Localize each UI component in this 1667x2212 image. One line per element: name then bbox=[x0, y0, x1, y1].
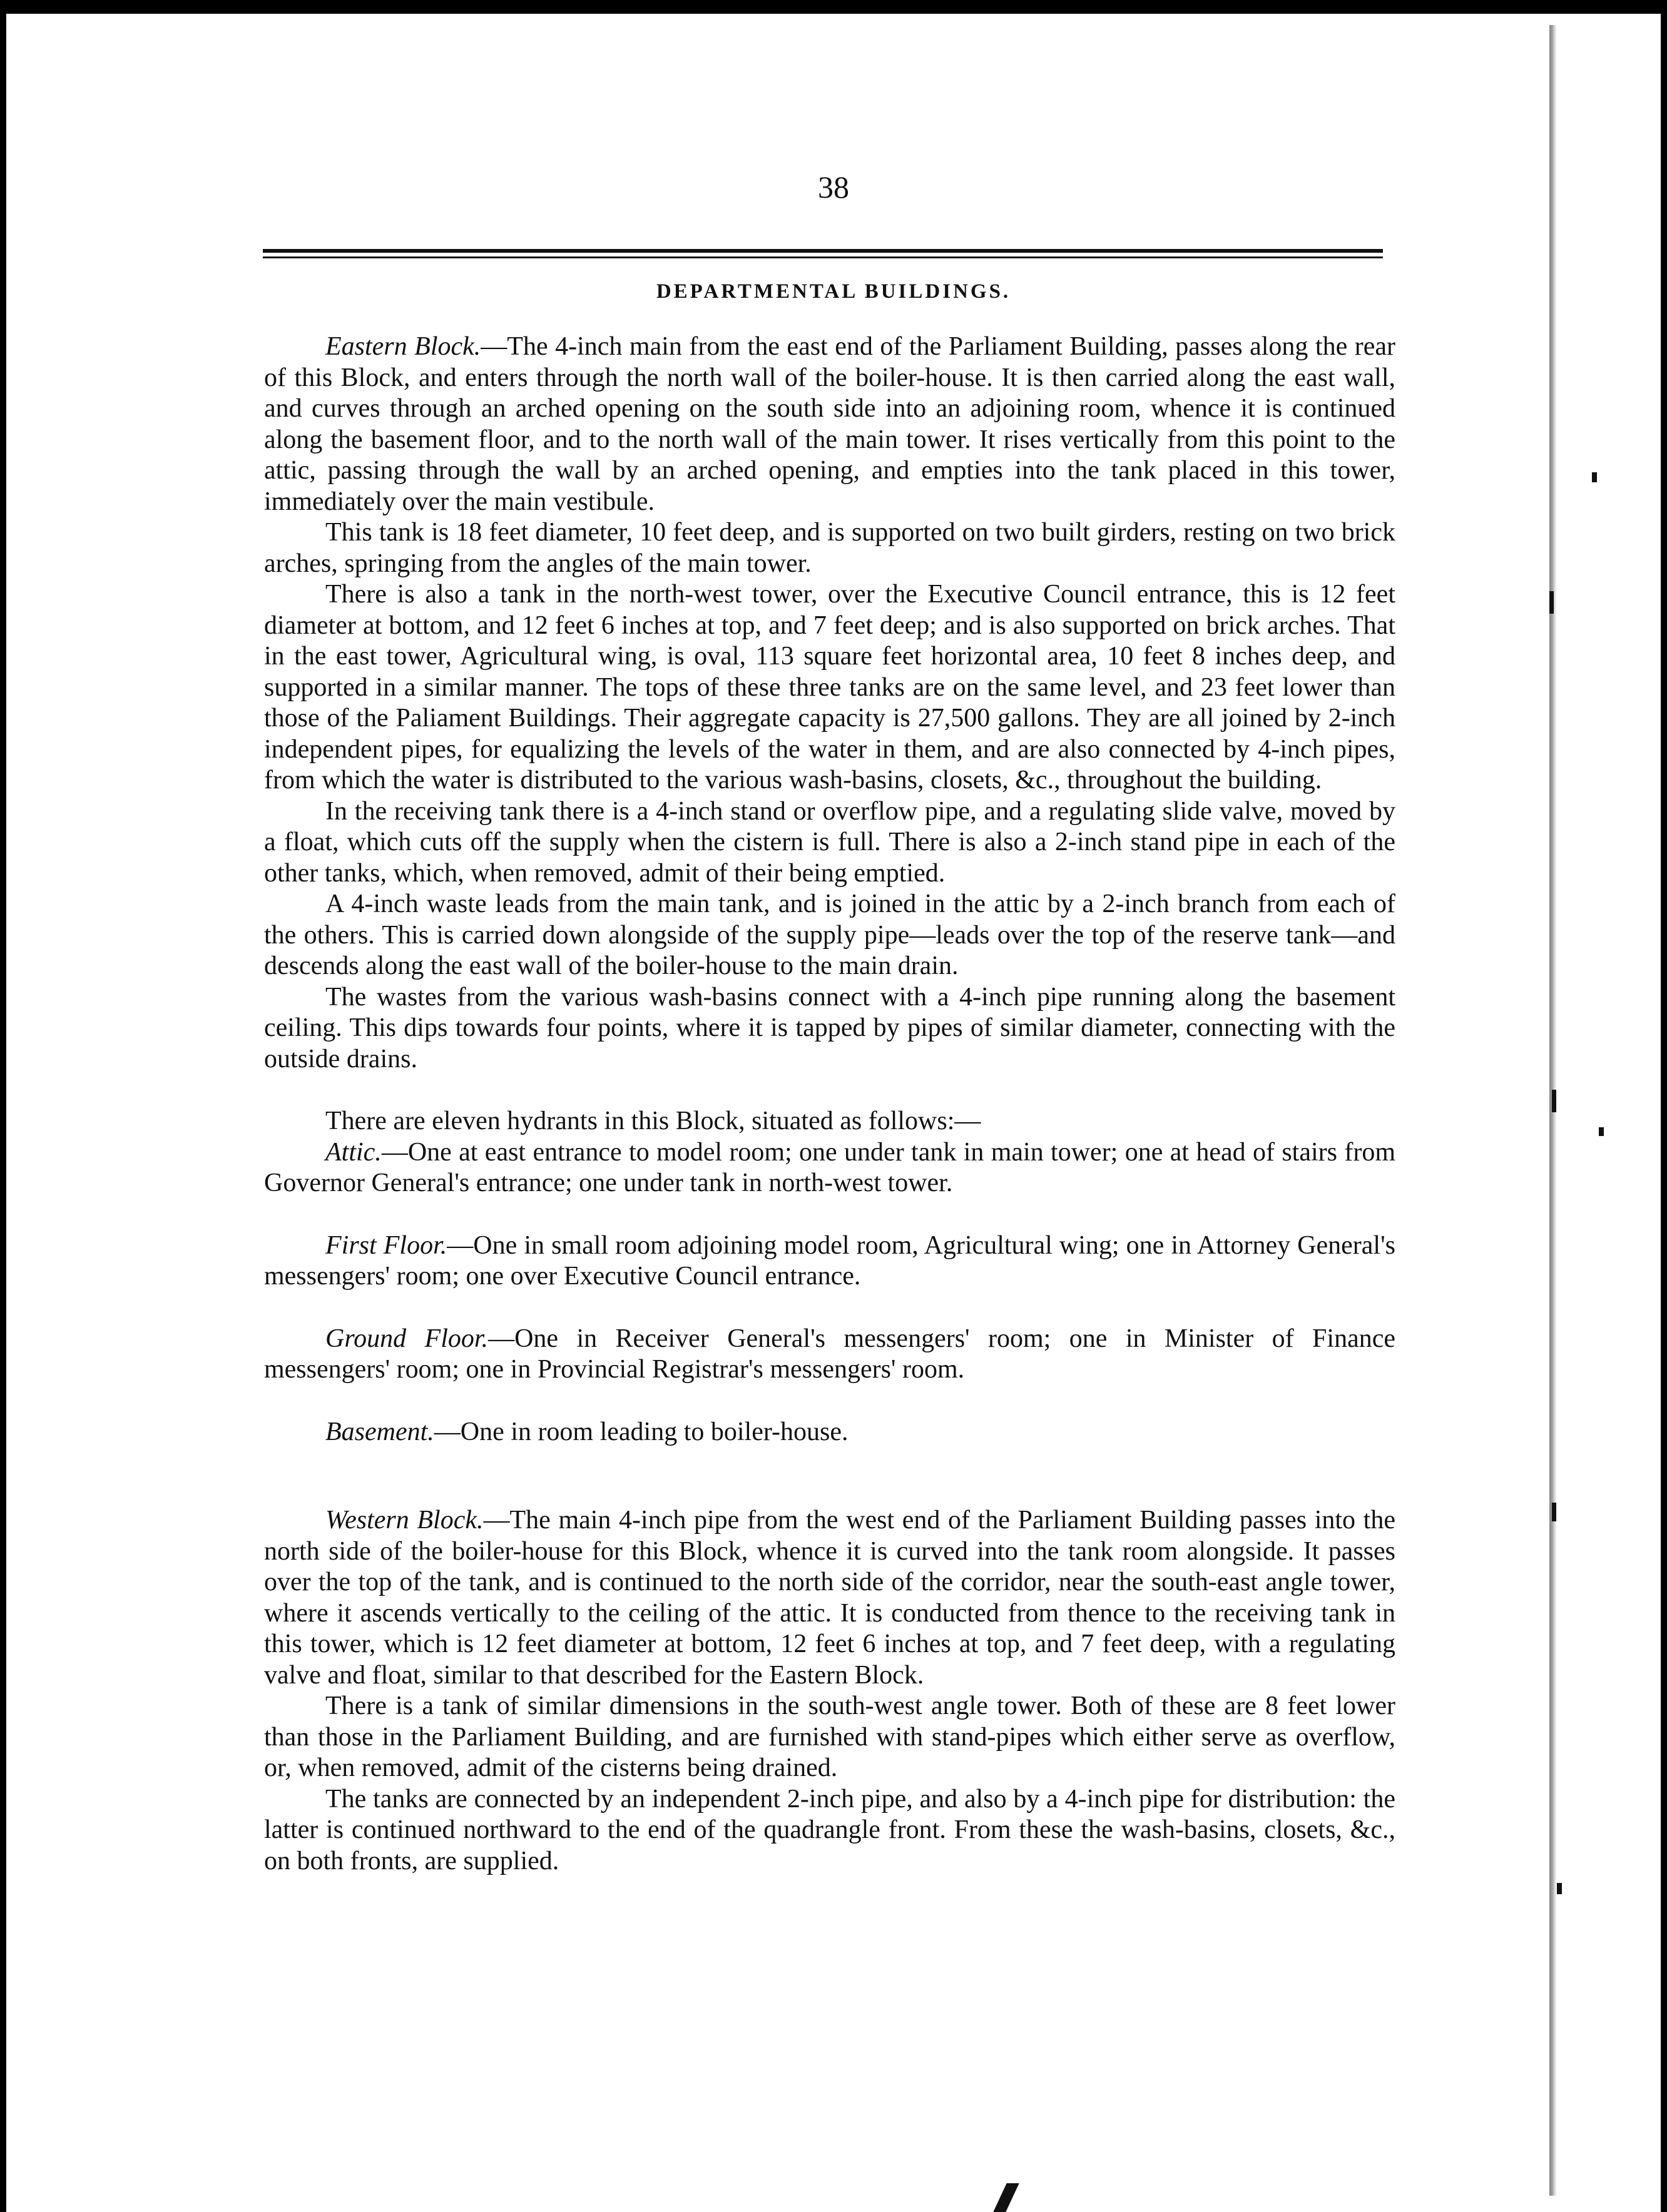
paragraph-text: —The 4-inch main from the east end of the Parliament Building, passes along the rear of this Block, and enters through the north wall of the boiler-house. It is then carried along the east wall, and curves through an arched opening on the south side into an adjoining room, whence it is continued along the basement floor, and to the north wall of the main tower. It rises vertically from this point to the attic, passing through the wall by an arched opening, and empties into the tank placed in this tower, immediately over the main vestibule. bbox=[264, 332, 1396, 516]
paragraph-text: —One in room leading to boiler-house. bbox=[434, 1417, 849, 1446]
paragraph-text: —One in small room adjoining model room, Agricultural wing; one in Attorney General's messengers' room; one over Executive Council entrance. bbox=[264, 1230, 1395, 1291]
paragraph bbox=[264, 1505, 1395, 1691]
scan-border-top bbox=[0, 0, 1667, 14]
paragraph bbox=[264, 1784, 1395, 1877]
scan-speck bbox=[1549, 591, 1554, 614]
paragraph bbox=[264, 796, 1395, 890]
scan-speck bbox=[1552, 1503, 1556, 1521]
paragraph bbox=[264, 889, 1395, 982]
scan-speck bbox=[1592, 472, 1597, 482]
scan-border-right bbox=[1661, 0, 1667, 2212]
header-rule-thick bbox=[263, 249, 1383, 253]
body-text bbox=[264, 332, 1395, 1877]
paragraph-text: —One in Receiver General's messengers' room; one in Minister of Finance messengers' room; one in Provincial Registrar's messengers' room. bbox=[264, 1324, 1396, 1384]
scan-border-left bbox=[0, 0, 6, 2212]
paragraph-text: This tank is 18 feet diameter, 10 feet deep, and is supported on two built girders, resting on two brick arches, springing from the angles of the main tower. bbox=[264, 518, 1395, 578]
paragraph bbox=[264, 1324, 1395, 1386]
paragraph-text: In the receiving tank there is a 4-inch stand or overflow pipe, and a regulating slide valve, moved by a float, which cuts off the supply when the cistern is full. There is also a 2-inch stand pipe in each of the other tanks, which, when removed, admit of their being emptied. bbox=[264, 796, 1395, 888]
paragraph-lead: Western Block. bbox=[325, 1506, 484, 1535]
paragraph-lead: Ground Floor. bbox=[325, 1324, 489, 1353]
paragraph bbox=[264, 1137, 1395, 1199]
paragraph bbox=[264, 579, 1395, 796]
paragraph bbox=[264, 517, 1395, 579]
paragraph-lead: First Floor. bbox=[325, 1230, 447, 1260]
paragraph-text: There are eleven hydrants in this Block, situated as follows:— bbox=[325, 1107, 981, 1135]
paragraph-text: The tanks are connected by an independent 2-inch pipe, and also by a 4-inch pipe for distribution: the latter is continued northward to the end of the quadrangle front. From these the wash-basins, closets, &c., on both fronts, are supplied. bbox=[264, 1784, 1395, 1875]
paragraph-lead: Eastern Block. bbox=[325, 332, 481, 361]
scan-speck bbox=[1552, 1090, 1556, 1112]
paragraph-text: A 4-inch waste leads from the main tank, and is joined in the attic by a 2-inch branch from each of the others. This is carried down alongside of the supply pipe—leads over the top of the reserve tank—and descends along the east wall of the boiler-house to the main drain. bbox=[264, 890, 1395, 980]
paragraph bbox=[264, 1691, 1395, 1784]
paragraph-text: There is a tank of similar dimensions in the south-west angle tower. Both of these are 8 feet lower than those in the Parliament Building, and are furnished with stand-pipes which either serve as overflow, or, when removed, admit of the cisterns being drained. bbox=[264, 1692, 1395, 1782]
paragraph-lead: Attic. bbox=[325, 1137, 382, 1167]
paragraph-text: —One at east entrance to model room; one under tank in main tower; one at head of stairs from Governor General's entrance; one under tank in north-west tower. bbox=[264, 1137, 1395, 1197]
scan-speck bbox=[993, 2183, 1019, 2212]
section-heading: DEPARTMENTAL BUILDINGS. bbox=[656, 280, 1011, 303]
paragraph-text: The wastes from the various wash-basins connect with a 4-inch pipe running along the basement ceiling. This dips towards four points, where it is tapped by pipes of similar diameter, connecting with the outside drains. bbox=[264, 982, 1395, 1073]
paragraph-lead: Basement. bbox=[325, 1417, 434, 1446]
scan-speck bbox=[1557, 1883, 1562, 1894]
paragraph bbox=[264, 332, 1395, 517]
header-rule-thin bbox=[263, 256, 1383, 258]
paragraph bbox=[264, 1230, 1395, 1292]
paragraph bbox=[264, 1417, 1395, 1448]
paragraph bbox=[264, 982, 1395, 1075]
paragraph bbox=[264, 1106, 1395, 1137]
page-number: 38 bbox=[818, 170, 849, 205]
paragraph-text: —The main 4-inch pipe from the west end of the Parliament Building passes into the north side of the boiler-house for this Block, whence it is curved into the tank room alongside. It passes over the top of the tank, and is continued to the north side of the corridor, near the south-east angle tower, where it ascends vertically to the ceiling of the attic. It is conducted from thence to the receiving tank in this tower, which is 12 feet diameter at bottom, 12 feet 6 inches at top, and 7 feet deep, with a regulating valve and float, similar to that described for the Eastern Block. bbox=[264, 1506, 1395, 1690]
scan-speck bbox=[1599, 1127, 1604, 1136]
paragraph-text: There is also a tank in the north-west tower, over the Executive Council entrance, this is 12 feet diameter at bottom, and 12 feet 6 inches at top, and 7 feet deep; and is also supported on brick arches. That in the east tower, Agricultural wing, is oval, 113 square feet horizontal area, 10 feet 8 inches deep, and supported in a similar manner. The tops of these three tanks are on the same level, and 23 feet lower than those of the Paliament Buildings. Their aggregate capacity is 27,500 gallons. They are all joined by 2-inch independent pipes, for equalizing the levels of the water in them, and are also connected by 4-inch pipes, from which the water is distributed to the various wash-basins, closets, &c., throughout the building. bbox=[264, 580, 1395, 794]
